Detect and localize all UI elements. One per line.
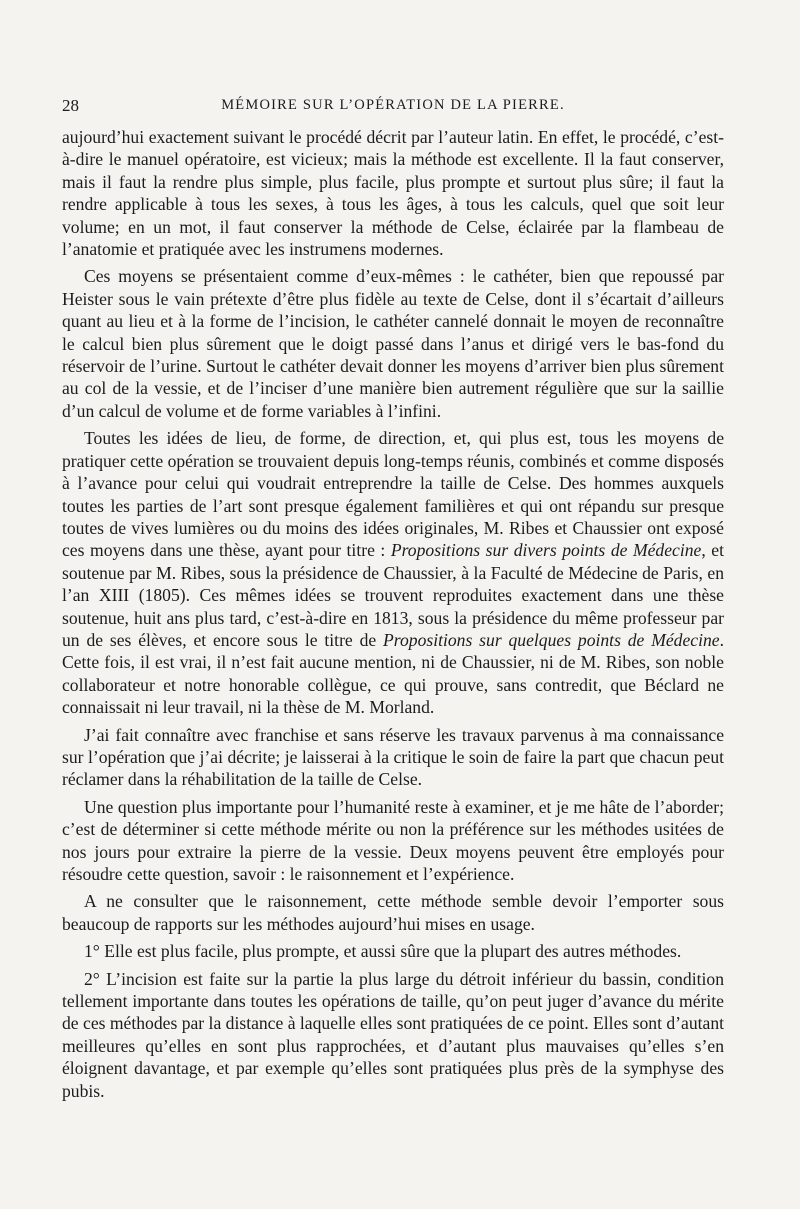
paragraph — [62, 427, 724, 718]
thesis-title-italic: Propositions sur quelques points de Médecine — [383, 629, 720, 650]
paragraph-text: , et soutenue par M. Ribes, sous la présidence de Chaussier, à la Faculté de Médecine de Paris, en l’an XIII (1805). Ces mêmes idées se trouvent reproduites exactement dans une thèse soutenue, huit ans plus tard, c’est-à-dire en 1813, sous la présidence du même professeur par un de ses élèves, et encore sous le titre de — [62, 540, 724, 650]
body-text — [62, 126, 724, 1102]
page-number: 28 — [62, 96, 79, 115]
running-title: MÉMOIRE SUR L’OPÉRATION DE LA PIERRE. — [221, 97, 565, 113]
paragraph: aujourd’hui exactement suivant le procédé décrit par l’auteur latin. En effet, le procédé, c’est-à-dire le manuel opératoire, est vicieux; mais la méthode est excellente. Il la faut conserver, mais il faut la rendre plus simple, plus facile, plus prompte et surtout plus sûre; il faut la rendre applicable à tous les sexes, à tous les âges, à tous les calculs, quel que soit leur volume; en un mot, il faut conserver la méthode de Celse, éclairée par la flambeau de l’anatomie et pratiquée avec les instrumens modernes. — [62, 127, 724, 260]
thesis-title-italic: Propositions sur divers points de Médecine — [390, 540, 702, 561]
paragraph: Une question plus importante pour l’humanité reste à examiner, et je me hâte de l’aborder; c’est de déterminer si cette méthode mérite ou non la préférence sur les méthodes usitées de nos jours pour extraire la pierre de la vessie. Deux moyens peuvent être employés pour résoudre cette question, savoir : le raisonnement et l’expérience. — [62, 796, 724, 884]
list-item: 2° L’incision est faite sur la partie la plus large du détroit inférieur du bassin, condition tellement importante dans toutes les opérations de taille, qu’on peut juger d’avance du mérite de ces méthodes par la distance à laquelle elles sont pratiquées de ce point. Elles sont d’autant meilleures qu’elles en sont plus rapprochées, et d’autant plus mauvaises qu’elles s’en éloignent davantage, et par exemple qu’elles sont pratiquées plus près de la symphyse des pubis. — [62, 968, 724, 1101]
list-item: 1° Elle est plus facile, plus prompte, et aussi sûre que la plupart des autres méthodes. — [84, 941, 682, 962]
paragraph: J’ai fait connaître avec franchise et sans réserve les travaux parvenus à ma connaissance sur l’opération que j’ai décrite; je laisserai à la critique le soin de faire la part que chacun peut réclamer dans la réhabilitation de la taille de Celse. — [62, 724, 724, 790]
paragraph-text: Toutes les idées de lieu, de forme, de direction, et, qui plus est, tous les moyens de pratiquer cette opération se trouvaient depuis long-temps réunis, combinés et comme disposés à l’avance pour celui qui voudrait entreprendre la taille de Celse. Des hommes auxquels toutes les parties de l’art sont presque également familières et qui ont répandu sur presque toutes de vives lumières ou du moins des idées originales, M. Ribes et Chaussier ont exposé ces moyens dans une thèse, ayant pour titre : — [62, 428, 724, 561]
paragraph: A ne consulter que le raisonnement, cette méthode semble devoir l’emporter sous beaucoup de rapports sur les méthodes aujourd’hui mises en usage. — [62, 891, 724, 934]
page-header — [62, 96, 724, 120]
paragraph: Ces moyens se présentaient comme d’eux-mêmes : le cathéter, bien que repoussé par Heister sous le vain prétexte d’être plus fidèle au texte de Celse, dont il s’écartait d’ailleurs quant au lieu et à la forme de l’incision, le cathéter cannelé donnait le moyen de reconnaître le calcul bien plus sûrement que le doigt passé dans l’anus et dirigé vers le bas-fond du réservoir de l’urine. Surtout le cathéter devait donner les moyens d’arriver bien plus sûrement au col de la vessie, et de l’inciser d’une manière bien autrement régulière que sur la saillie d’un calcul de volume et de forme variables à l’infini. — [62, 266, 724, 421]
paragraph-text: . Cette fois, il est vrai, il n’est fait aucune mention, ni de Chaussier, ni de M. Ribes, son noble collaborateur et notre honorable collègue, ce qui prouve, sans contredit, que Béclard ne connaissait ni leur travail, ni la thèse de M. Morland. — [62, 629, 724, 718]
